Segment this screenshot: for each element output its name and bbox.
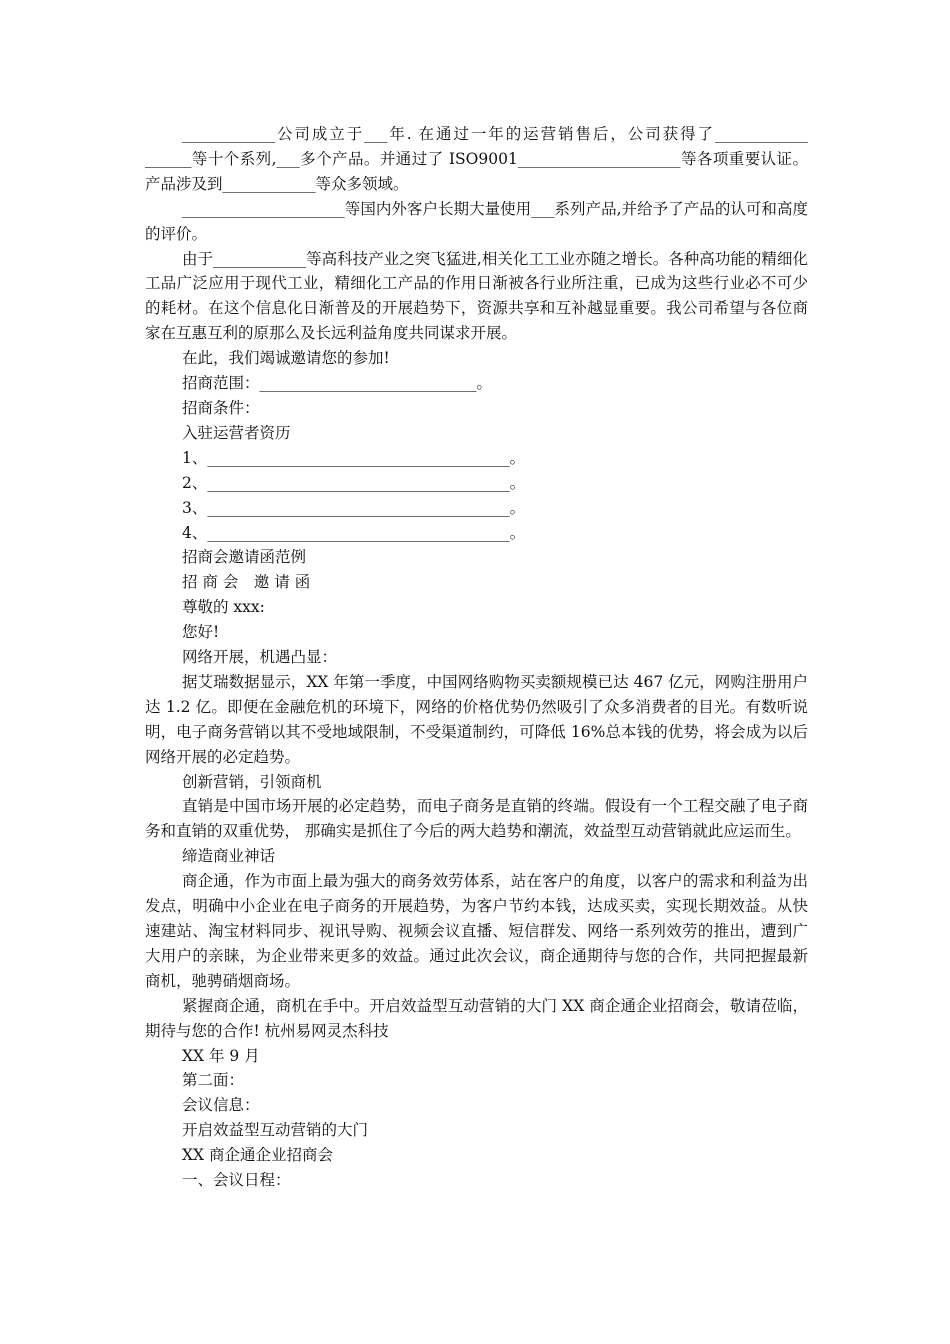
document-page [145, 122, 808, 1193]
section-heading-example: 招商会邀请函范例 [182, 548, 307, 567]
letter-salutation: 尊敬的 xxx: [182, 598, 265, 617]
heading-meeting-info: 会议信息： [182, 1096, 260, 1115]
paragraph-closing: 紧握商企通，商机在手中。开启效益型互动营销的大门 XX 商企通企业招商会，敬请莅临，期待与您的合作! 杭州易网灵杰科技 [145, 996, 808, 1040]
paragraph-invitation: 在此，我们竭诚邀请您的参加! [182, 349, 390, 368]
paragraph-customers: _____________________等国内外客户长期大量使用___系列产品,并给予了产品的认可和高度的评价。 [145, 199, 808, 243]
list-item-4: 4、_______________________________________。 [182, 523, 526, 542]
heading-schedule: 一、会议日程： [182, 1171, 291, 1190]
paragraph-conditions: 招商条件： [182, 398, 260, 417]
paragraph-scope: 招商范围：____________________________。 [182, 374, 493, 393]
letter-greeting: 您好! [182, 623, 220, 642]
meeting-name: XX 商企通企业招商会 [182, 1146, 333, 1165]
meeting-slogan: 开启效益型互动营销的大门 [182, 1121, 369, 1140]
list-item-3: 3、_______________________________________。 [182, 498, 526, 517]
paragraph-shangqitong: 商企通，作为市面上最为强大的商务效劳体系，站在客户的角度，以客户的需求和利益为出发点，明确中小企业在电子商务的开展趋势，为客户节约本钱，达成买卖，实现长期效益。从快速建站、淘宝材料同步、视讯导购、视频会议直播、短信群发、网络一系列效劳的推出，遭到广大用户的亲睐，为企业带来更多的效益。通过此次会议，商企通期待与您的合作，共同把握最新商机，驰骋硝烟商场。 [145, 872, 808, 990]
paragraph-company-intro: ____________公司成立于___年. 在通过一年的运营销售后，公司获得了____________ ______等十个系列,___多个产品。并通过了 ISO9001_____________________等各项重要认证。产品涉及到____________等众多领域。 [145, 125, 808, 193]
heading-network: 网络开展，机遇凸显： [182, 648, 338, 667]
heading-myth: 缔造商业神话 [182, 847, 276, 866]
paragraph-direct-sales: 直销是中国市场开展的必定趋势，而电子商务是直销的终端。假设有一个工程交融了电子商务和直销的双重优势， 那确实是抓住了今后的两大趋势和潮流，效益型互动营销就此应运而生。 [145, 797, 808, 841]
list-item-2: 2、_______________________________________。 [182, 473, 526, 492]
letter-date: XX 年 9 月 [182, 1046, 260, 1065]
heading-innovation: 创新营销，引领商机 [182, 772, 322, 791]
paragraph-qualifications: 入驻运营者资历 [182, 423, 291, 442]
letter-title: 招 商 会 邀 请 函 [182, 573, 311, 592]
heading-second-side: 第二面： [182, 1071, 245, 1090]
paragraph-iresearch: 据艾瑞数据显示，XX 年第一季度，中国网络购物买卖额规模已达 467 亿元，网购注册用户达 1.2 亿。即便在金融危机的环境下，网络的价格优势仍然吸引了众多消费者的目光。有数听说明，电子商务营销以其不受地域限制，不受渠道制约，可降低 16%总本钱的优势，将会成为以后网络开展的必定趋势。 [145, 672, 808, 766]
list-item-1: 1、_______________________________________。 [182, 448, 526, 467]
paragraph-industry: 由于____________等高科技产业之突飞猛进,相关化工工业亦随之增长。各种高功能的精细化工品广泛应用于现代工业，精细化工产品的作用日渐被各行业所注重，已成为这些行业必不可少的耗材。在这个信息化日渐普及的开展趋势下，资源共享和互补越显重要。我公司希望与各位商家在互惠互利的原那么及长远利益角度共同谋求开展。 [145, 249, 808, 343]
